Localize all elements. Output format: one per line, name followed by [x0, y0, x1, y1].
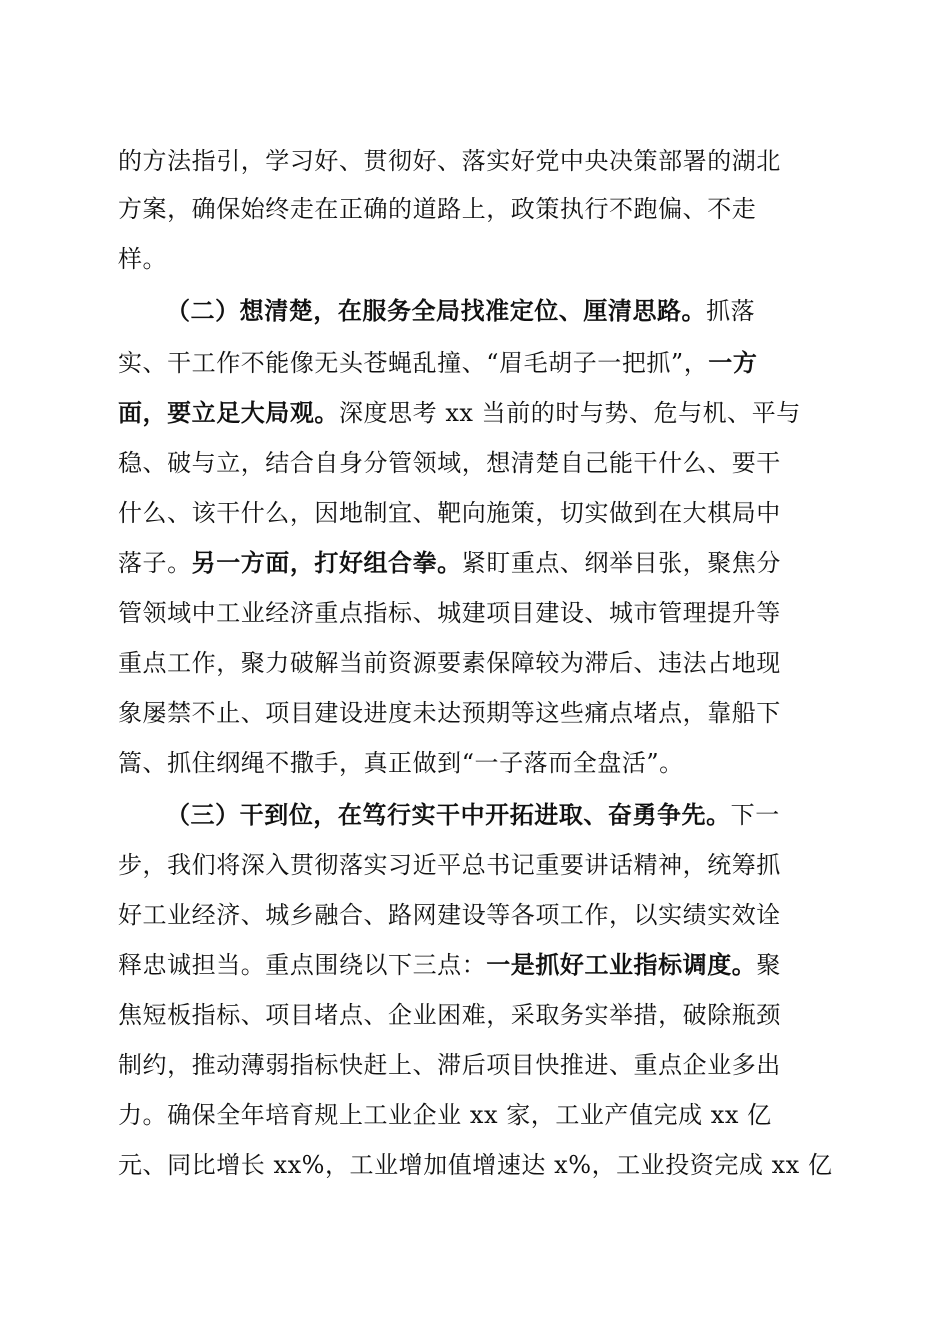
text-line: 元、同比增长 xx%，工业增加值增速达 x%，工业投资完成 xx 亿 — [118, 1151, 833, 1179]
bold-phrase: 一方 — [708, 349, 758, 377]
bold-heading: （三）干到位，在笃行实干中开拓进取、奋勇争先。 — [166, 801, 731, 829]
text-line: 样。 — [118, 245, 168, 273]
text-line: 焦短板指标、项目堵点、企业困难，采取务实举措，破除瓶颈 — [118, 1001, 781, 1029]
section-heading-2: （二）想清楚，在服务全局找准定位、厘清思路。抓落 — [166, 297, 756, 325]
text-line: 稳、破与立，结合自身分管领域，想清楚自己能干什么、要干 — [118, 449, 781, 477]
text-line: 什么、该干什么，因地制宜、靶向施策，切实做到在大棋局中 — [118, 499, 781, 527]
text-line: 管领域中工业经济重点指标、城建项目建设、城市管理提升等 — [118, 599, 781, 627]
text-line: 实、干工作不能像无头苍蝇乱撞、“眉毛胡子一把抓”，一方 — [118, 349, 758, 377]
bold-phrase: 面，要立足大局观。 — [118, 399, 339, 427]
text-line: 释忠诚担当。重点围绕以下三点：一是抓好工业指标调度。聚 — [118, 951, 781, 979]
text-line: 面，要立足大局观。深度思考 xx 当前的时与势、危与机、平与 — [118, 399, 801, 427]
text-line: 象屡禁不止、项目建设进度未达预期等这些痛点堵点，靠船下 — [118, 699, 781, 727]
text-line: 制约，推动薄弱指标快赶上、滞后项目快推进、重点企业多出 — [118, 1051, 781, 1079]
text-line: 的方法指引，学习好、贯彻好、落实好党中央决策部署的湖北 — [118, 147, 781, 175]
bold-phrase: 一是抓好工业指标调度。 — [486, 951, 757, 979]
section-heading-3: （三）干到位，在笃行实干中开拓进取、奋勇争先。下一 — [166, 801, 780, 829]
text-line: 步，我们将深入贯彻落实习近平总书记重要讲话精神，统筹抓 — [118, 851, 781, 879]
text-line: 好工业经济、城乡融合、路网建设等各项工作，以实绩实效诠 — [118, 901, 781, 929]
text-line: 落子。另一方面，打好组合拳。紧盯重点、纲举目张，聚焦分 — [118, 549, 781, 577]
text-line: 篙、抓住纲绳不撒手，真正做到“一子落而全盘活”。 — [118, 749, 684, 777]
text-line: 重点工作，聚力破解当前资源要素保障较为滞后、违法占地现 — [118, 649, 781, 677]
text-line: 方案，确保始终走在正确的道路上，政策执行不跑偏、不走 — [118, 195, 757, 223]
bold-heading: （二）想清楚，在服务全局找准定位、厘清思路。 — [166, 297, 707, 325]
bold-phrase: 另一方面，打好组合拳。 — [191, 549, 462, 577]
text-line: 力。确保全年培育规上工业企业 xx 家，工业产值完成 xx 亿 — [118, 1101, 772, 1129]
